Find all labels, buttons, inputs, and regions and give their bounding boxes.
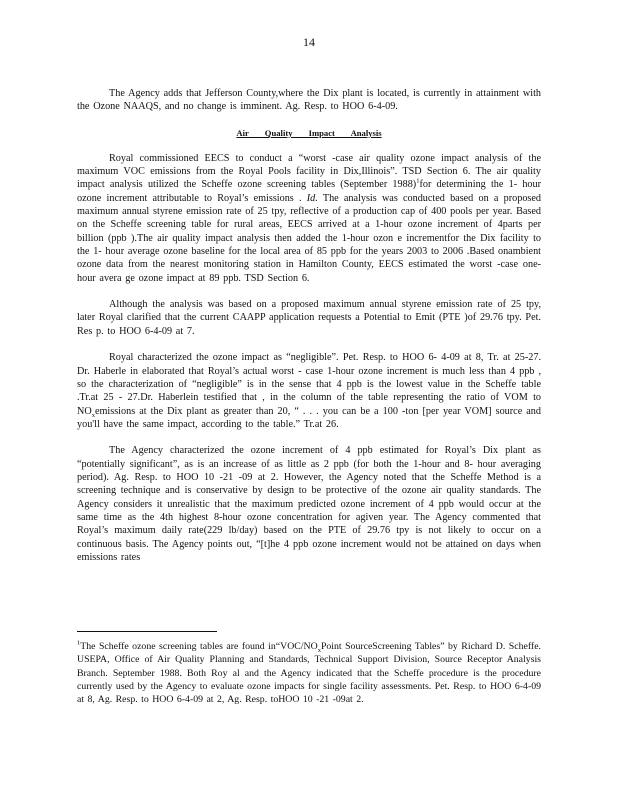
section-heading-text: Air Quality Impact Analysis (236, 127, 382, 138)
footnote-marker: 1 (77, 639, 81, 647)
analysis-text-part-3: The analysis was conducted based on a proposed maximum annual styrene emission rate of 25 tpy, reflective of a production cap of 400 pools per year. Based on the Scheffe screening table for rural areas, EECS arrived at a 1-hour ozone increment of 4parts per billion (ppb ).The air quality impact analysis then added the 1-hour ozon e incrementfor the Dix facility to the 1- hour average ozone baseline for the local area of 85 ppb for the years 2003 to 2006 .Based onambient ozone data from the nearest monitoring station in Hamilton County, EECS estimated the worst -case one-hour avera ge ozone impact at 89 ppb. TSD Section 6. (77, 192, 541, 284)
paragraph-negligible (77, 351, 541, 431)
analysis-text-part-2: for determining the 1- hour ozone increment attributable to Royal’s emissions . (77, 179, 541, 204)
negligible-text-part-2: emissions at the Dix plant as greater than 20, “ . . . you can be a 100 -ton [per year VOM] source and you'll have the same impact, according to the table.” Tr.at 26. (77, 405, 541, 430)
paragraph-pte: Although the analysis was based on a proposed maximum annual styrene emission rate of 25 tpy, later Royal clarified that the current CAAPP application requests a Potential to Emit (PTE )of 29.76 tpy. Pet. Res p. to HOO 6-4-09 at 7. (77, 299, 541, 337)
footnote-divider (77, 631, 217, 632)
paragraph-analysis (77, 152, 541, 285)
section-heading (77, 127, 541, 139)
negligible-text-part-1: Royal characterized the ozone impact as “negligible”. Pet. Resp. to HOO 6- 4-09 at 8, Tr. at 25-27. Dr. Haberle in elaborated that Royal’s actual worst - case 1-hour ozone increment is much less than 4 ppb , so the characterization of “negligible” is in the sense that 4 ppb is the lowest value in the Scheffe table .Tr.at 25 - 27.Dr. Haberlein testified that , in the column of the table representing the ratio of VOM to NO (77, 352, 541, 417)
paragraph-attainment: The Agency adds that Jefferson County,where the Dix plant is located, is currently in attainment with the Ozone NAAQS, and no change is imminent. Ag. Resp. to HOO 6-4-09. (77, 88, 541, 113)
footnote-nox-subscript: x (317, 646, 321, 654)
footnote (77, 640, 541, 706)
analysis-text-part-1: Royal commissioned EECS to conduct a “worst -case air quality ozone impact analysis of the maximum VOC emissions from the Royal Pools facility in Dix,Illinois”. TSD Section 6. The air quality impact analysis utilized the Scheffe ozone screening tables (September 1988) (77, 152, 541, 191)
footnote-text-part-2: Point SourceScreening Tables” by Richard D. Scheffe. USEPA, Office of Air Quality Planning and Standards, Technical Support Division, Source Receptor Analysis Branch. September 1988. Both Roy al and the Agency indicated that the Scheffe procedure is the procedure currently used by the Agency to evaluate ozone impacts for single facility assessments. Pet. Resp. to HOO 6-4-09 at 8, Ag. Resp. to HOO 6-4-09 at 2, Ag. Resp. toHOO 10 -21 -09at 2. (77, 641, 541, 706)
id-citation: Id. (306, 192, 318, 204)
paragraph-agency-characterization: The Agency characterized the ozone increment of 4 ppb estimated for Royal’s Dix plant as “potentially significant”, as is an increase of as little as 2 ppb (for both the 1-hour and 8- hour averaging period). Ag. Resp. to HOO 10 -21 -09 at 2. However, the Agency noted that the Scheffe Method is a screening technique and is conservative by design to be protective of the ozone air quality standards. The Agency considers it unrealistic that the maximum predicted ozone increment of 4 ppb would occur at the same time as the 4th highest 8-hour ozone concentration for agiven year. The Agency commented that Royal’s maximum daily rate(229 lb/day) based on the PTE of 29.76 tpy is not likely to occur on a continuous basis. The Agency points out, “[t]he 4 ppb ozone increment would not be attained on days when emissions rates (77, 445, 541, 563)
footnote-reference: 1 (416, 178, 420, 186)
document-body (77, 87, 541, 577)
footnote-text-part-1: The Scheffe ozone screening tables are found in“VOC/NO (80, 641, 318, 652)
nox-subscript: x (91, 411, 95, 419)
page-number: 14 (303, 35, 315, 49)
